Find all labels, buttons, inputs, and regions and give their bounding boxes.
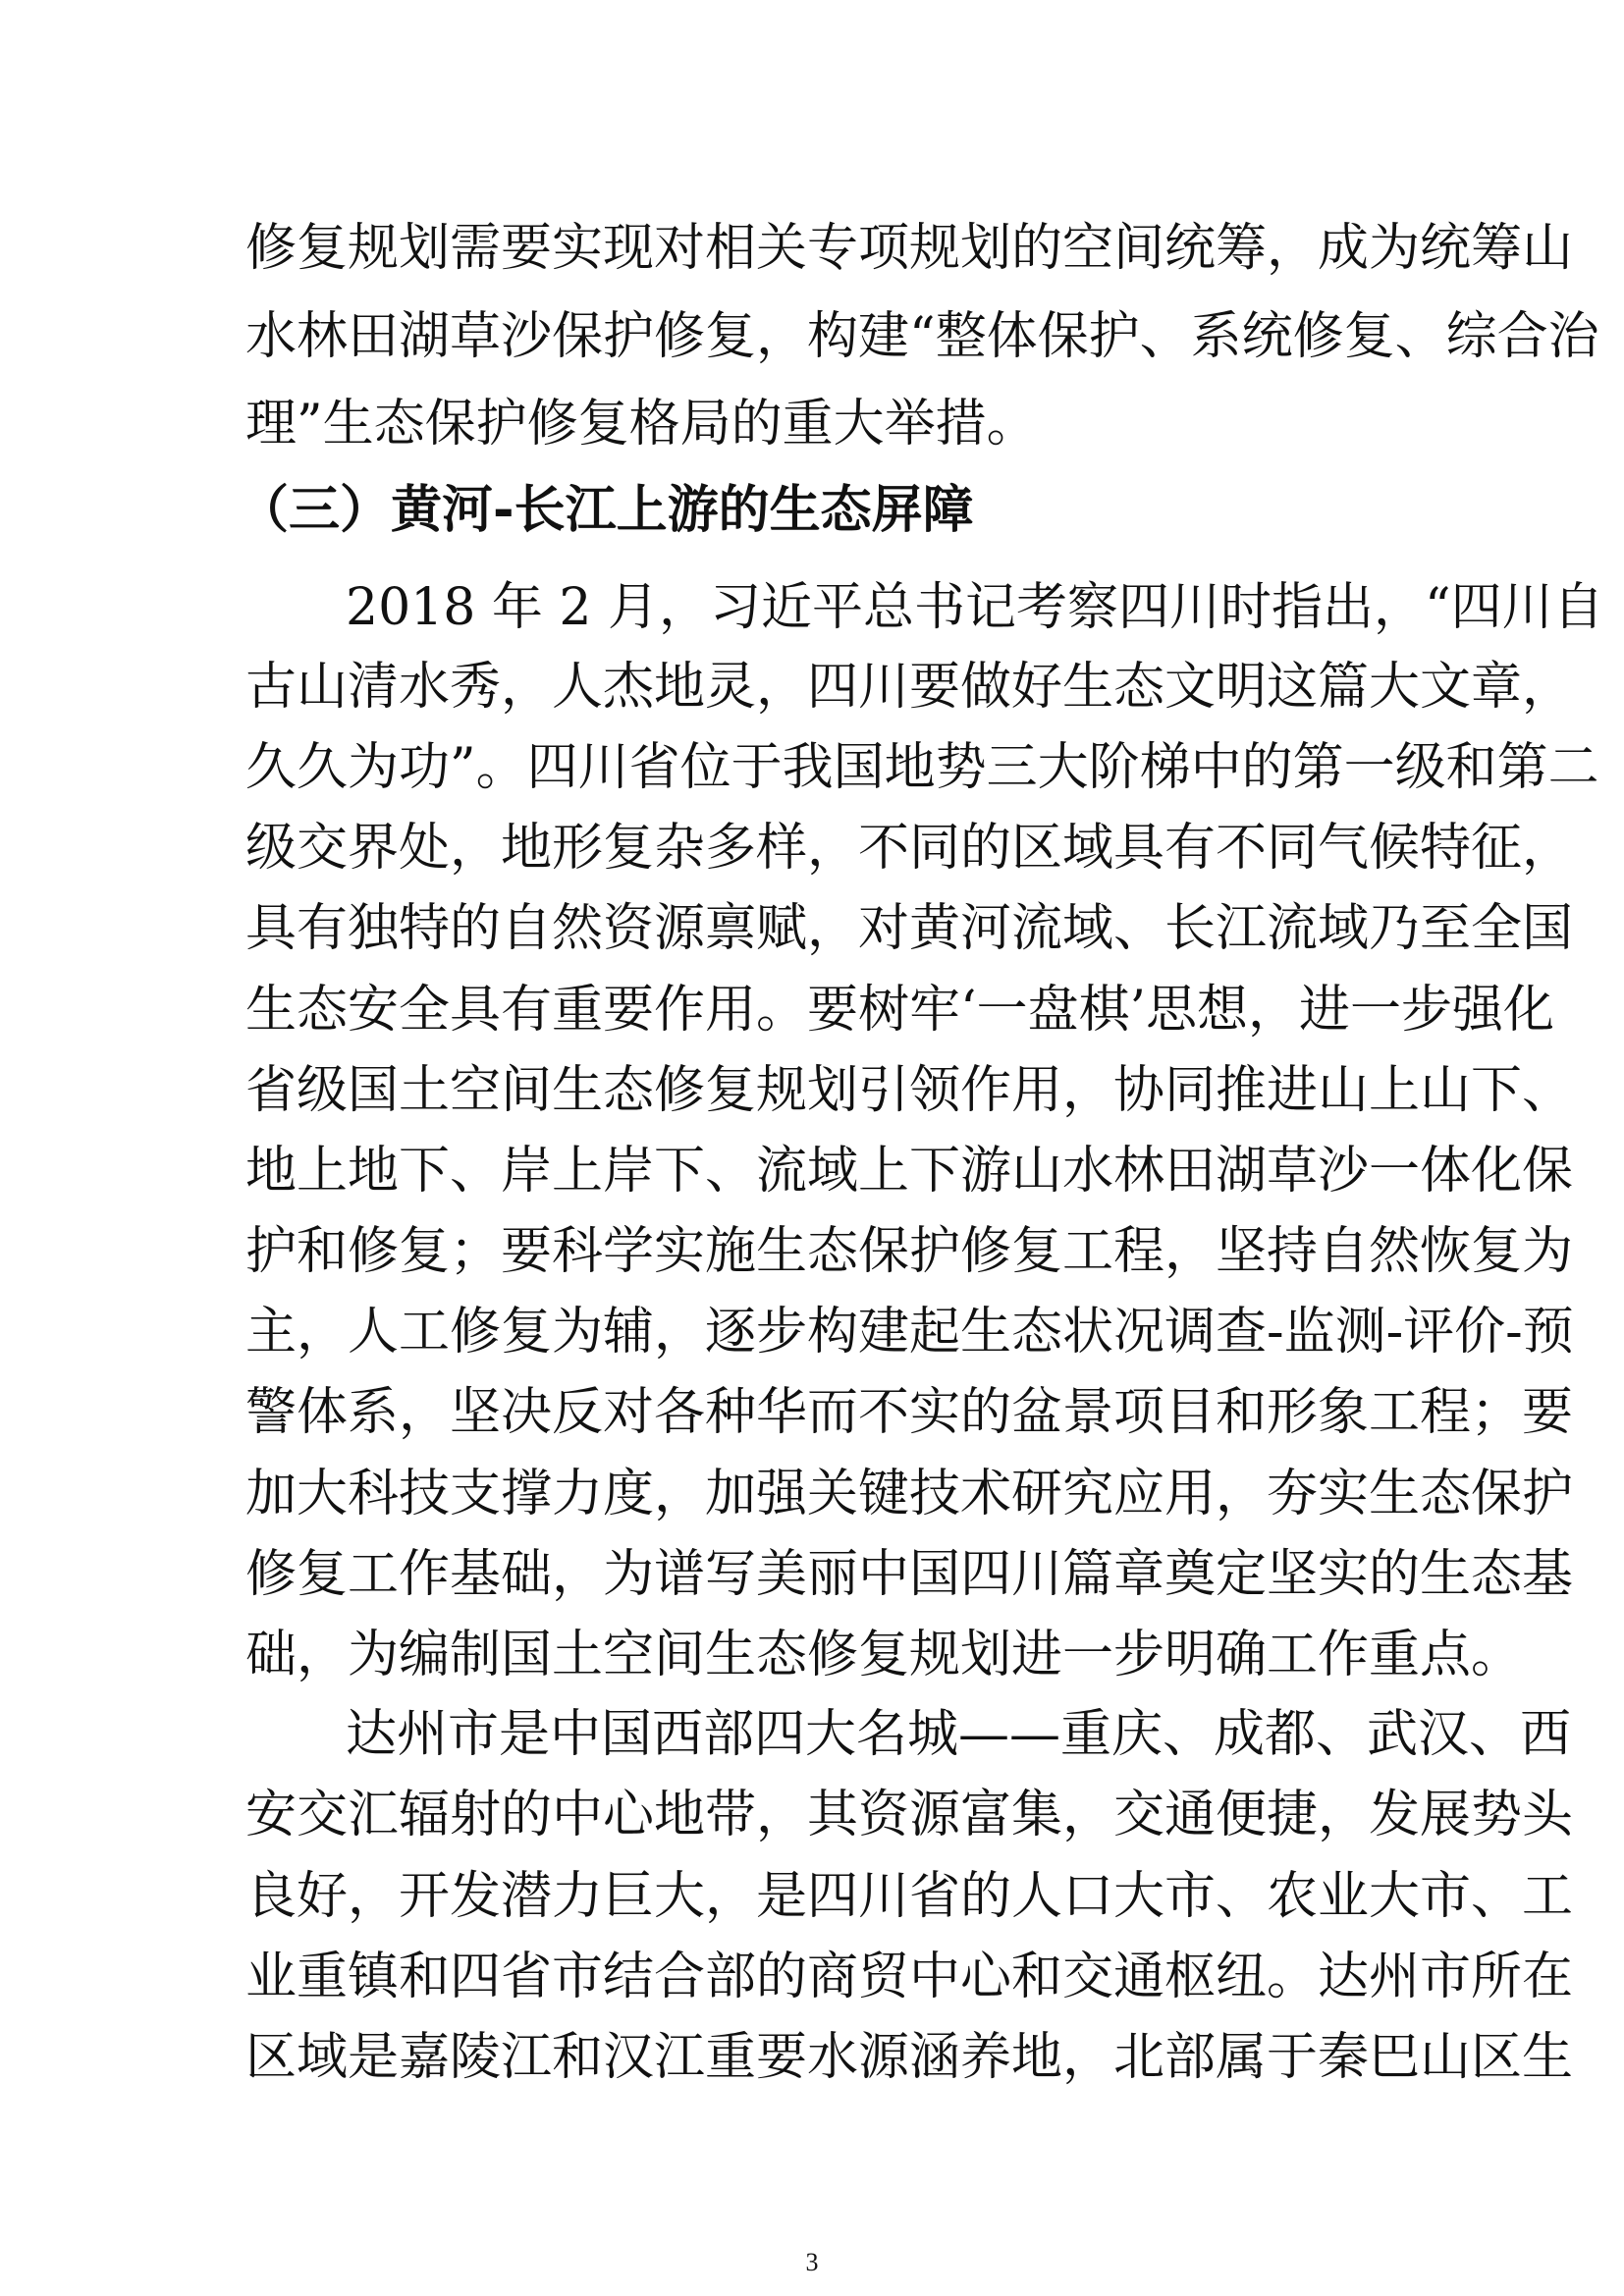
paragraph-1-line-3: 理”生态保护修复格局的重大举措。	[245, 395, 1038, 454]
paragraph-2-line-9: 护和修复；要科学实施生态保护修复工程，坚持自然恢复为	[245, 1222, 1574, 1281]
paragraph-2-line-3: 久久为功”。四川省位于我国地势三大阶梯中的第一级和第二	[245, 738, 1599, 797]
paragraph-2-line-8: 地上地下、岸上岸下、流域上下游山水林田湖草沙一体化保	[245, 1142, 1574, 1201]
paragraph-3-line-5: 区域是嘉陵江和汉江重要水源涵养地，北部属于秦巴山区生	[245, 2028, 1574, 2087]
paragraph-3-line-2: 安交汇辐射的中心地带，其资源富集，交通便捷，发展势头	[245, 1786, 1574, 1844]
paragraph-2-line-2: 古山清水秀，人杰地灵，四川要做好生态文明这篇大文章，	[245, 658, 1574, 717]
paragraph-2-line-5: 具有独特的自然资源禀赋，对黄河流域、长江流域乃至全国	[245, 899, 1574, 958]
paragraph-2-line-12: 加大科技支撑力度，加强关键技术研究应用，夯实生态保护	[245, 1465, 1574, 1523]
section-heading: （三）黄河-长江上游的生态屏障	[238, 481, 974, 540]
paragraph-1-line-1: 修复规划需要实现对相关专项规划的空间统筹，成为统筹山	[245, 219, 1574, 278]
paragraph-2-line-4: 级交界处，地形复杂多样，不同的区域具有不同气候特征，	[245, 819, 1574, 878]
paragraph-3-line-4: 业重镇和四省市结合部的商贸中心和交通枢纽。达州市所在	[245, 1948, 1574, 2006]
paragraph-2-line-13: 修复工作基础，为谱写美丽中国四川篇章奠定坚实的生态基	[245, 1545, 1574, 1604]
paragraph-2-line-11: 警体系，坚决反对各种华而不实的盆景项目和形象工程；要	[245, 1383, 1574, 1442]
paragraph-2-line-10: 主，人工修复为辅，逐步构建起生态状况调查-监测-评价-预	[245, 1303, 1574, 1362]
paragraph-1-line-2: 水林田湖草沙保护修复，构建“整体保护、系统修复、综合治	[245, 307, 1599, 366]
paragraph-2-line-1: 2018 年 2 月，习近平总书记考察四川时指出，“四川自	[346, 578, 1604, 637]
paragraph-2-line-7: 省级国土空间生态修复规划引领作用，协同推进山上山下、	[245, 1061, 1574, 1120]
paragraph-2-line-14: 础，为编制国土空间生态修复规划进一步明确工作重点。	[245, 1626, 1523, 1684]
paragraph-2-line-6: 生态安全具有重要作用。要树牢‘一盘棋’思想，进一步强化	[245, 981, 1555, 1040]
paragraph-3-line-1: 达州市是中国西部四大名城——重庆、成都、武汉、西	[346, 1705, 1572, 1764]
paragraph-3-line-3: 良好，开发潜力巨大，是四川省的人口大市、农业大市、工	[245, 1867, 1574, 1926]
page-number: 3	[805, 2248, 819, 2276]
